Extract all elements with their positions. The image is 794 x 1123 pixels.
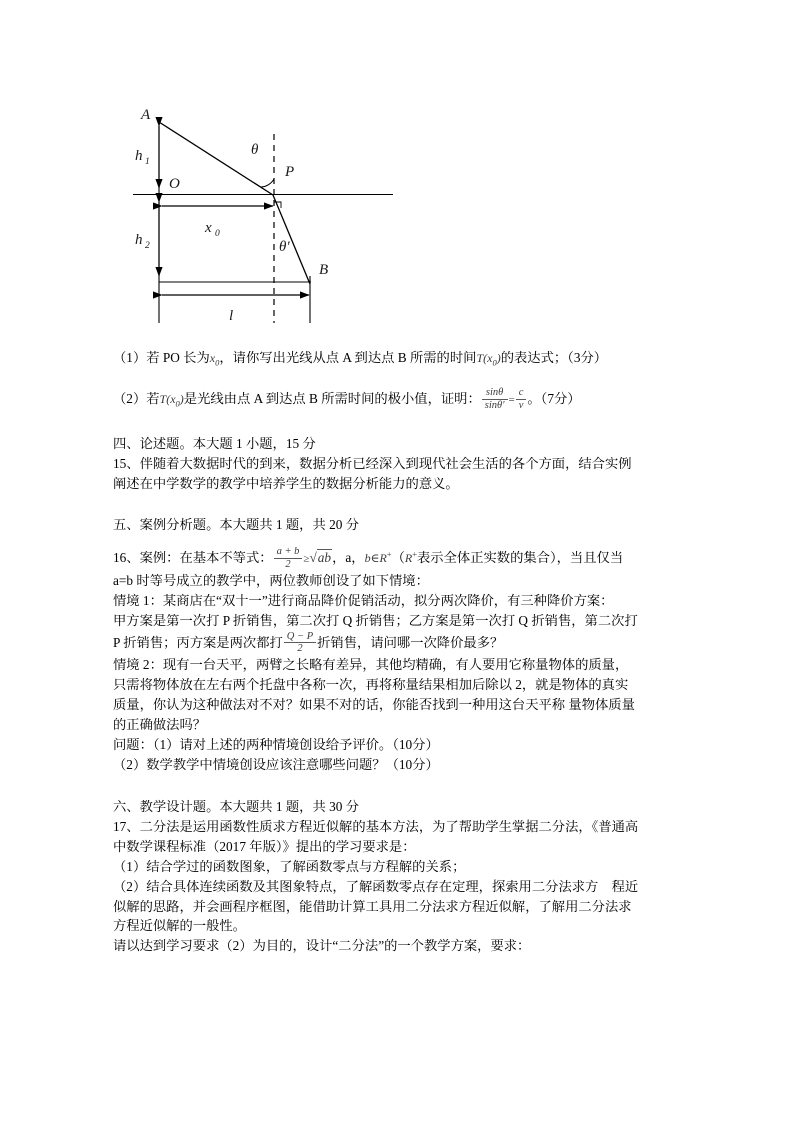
refraction-diagram: [133, 104, 393, 339]
theta-angle-arc: [261, 179, 274, 187]
section-4-item-15-line-1: 15、伴随着大数据时代的到来，数据分析已经深入到现代社会生活的各个方面，结合实例: [113, 455, 632, 471]
section-4-item-15-line-2: 阐述在中学数学的教学中培养学生的数据分析能力的意义。: [113, 475, 459, 491]
requirement-2-line-1: （2）结合具体连续函数及其图象特点，了解函数零点存在定理，探索用二分法求方 程近: [113, 878, 639, 894]
document-body: [113, 348, 681, 956]
label-h2: h: [135, 232, 143, 248]
question-2-suffix: 。（7分）: [527, 391, 581, 407]
label-theta: θ: [251, 142, 259, 158]
scenario-1-line-2: 甲方案是第一次打 P 折销售，第二次打 Q 折销售；乙方案是第一次打 Q 折销售，第二次打: [113, 612, 638, 628]
section-6-item-17-line-2: 中数学课程标准（2017 年版）》提出的学习要求是：: [113, 838, 416, 854]
requirement-2-line-2: 似解的思路，并会画程序框图，能借助计算工具用二分法求方程近似解，了解用二分法求: [113, 898, 632, 914]
scenario-2-line-1: 情境 2：现有一台天平，两臂之长略有差异，其他均精确，有人要用它称量物体的质量，: [113, 657, 629, 673]
label-point-o: O: [169, 176, 180, 192]
label-point-a: A: [141, 107, 151, 123]
closing-instruction: 请以达到学习要求（2）为目的，设计“二分法”的一个教学方案，要求：: [113, 938, 531, 954]
label-point-b: B: [319, 262, 329, 278]
discount-fraction: $\frac{Q - P}{2}$: [284, 631, 316, 656]
section-5-heading: 五、案例分析题。本大题共 1 题，共 20 分: [113, 517, 359, 533]
prompt-line-2: （2）数学教学中情境创设应该注意哪些问题？（10分）: [113, 756, 439, 772]
item-16-vars: ，a，: [332, 550, 365, 566]
speed-ratio-fraction: $\frac{c}{v}$: [516, 387, 527, 412]
basic-inequality-fraction: $\frac{a + b}{2}$: [274, 546, 303, 571]
section-6-item-17-line-1: 17、二分法是运用函数性质求方程近似解的基本方法，为了帮助学生掌据二分法，《普通高: [113, 818, 639, 834]
requirement-2-line-3: 方程近似解的一般性。: [113, 918, 246, 934]
question-1: [113, 348, 681, 369]
requirement-1: （1）结合学过的函数图象，了解函数零点与方程解的关系；: [113, 858, 466, 874]
question-2-middle: 是光线由点 A 到达点 B 所需时间的极小值，证明：: [183, 391, 481, 407]
label-theta-prime: θ′: [279, 239, 290, 255]
r-plus-symbol: R+: [404, 549, 418, 566]
scenario-1-line-3-suffix: 折销售，请问哪一次降价最多？: [317, 634, 504, 650]
scenario-2-line-3: 质量，你认为这种做法对不对？如果不对的话，你能否找到一种用这台天平称 量物体质量: [113, 697, 635, 713]
scenario-2-line-4: 的正确做法吗？: [113, 717, 207, 733]
label-h1-sub: 1: [145, 157, 150, 167]
scenario-1-line-3-prefix: P 折销售；丙方案是两次都打: [113, 634, 283, 650]
label-h1: h: [135, 148, 143, 164]
section-5-item-16-line-2: a=b 时等号成立的教学中，两位教师创设了如下情境：: [113, 572, 429, 588]
label-x0-sub: 0: [215, 229, 220, 239]
question-1-suffix: 的表达式；（3分）: [500, 350, 608, 365]
question-1-math-t: $T(x_0)$: [476, 351, 501, 368]
section-5-item-16-line-1: [113, 546, 681, 571]
question-1-middle: ，请你写出光线从点 A 到达点 B 所需的时间: [219, 350, 477, 365]
b-in-r-plus: b∈R+: [364, 549, 392, 566]
scenario-1-line-3: [113, 631, 681, 656]
sqrt-ab: √ab: [309, 550, 332, 566]
question-2-math-t: $T(x_0)$: [159, 392, 184, 409]
question-2: [113, 387, 681, 412]
scenario-2-line-2: 只需将物体放在左右两个托盘中各称一次，再将称量结果相加后除以 2，就是物体的真实: [113, 677, 629, 693]
question-2-prefix: （2）若: [113, 391, 160, 407]
label-h2-sub: 2: [145, 241, 150, 251]
question-1-math-x0: $x_0$: [209, 351, 220, 368]
label-x0: x: [205, 220, 212, 236]
question-1-prefix: （1）若 PO 长为: [113, 350, 210, 365]
snell-ratio-fraction: $\frac{\sin\theta}{\sin\theta'}$: [482, 387, 508, 412]
scenario-1-line-1: 情境 1：某商店在“双十一”进行商品降价促销活动，拟分两次降价，有三种降价方案：: [113, 592, 614, 608]
item-16-prefix: 16、案例：在基本不等式：: [113, 550, 273, 566]
item-16-suffix: 表示全体正实数的集合），当且仅当: [417, 550, 624, 566]
prompt-line-1: 问题：（1）请对上述的两种情境创设给予评价。（10分）: [113, 736, 439, 752]
label-l: l: [229, 308, 234, 324]
equals-sign: =: [508, 394, 515, 407]
geq-sign: ≥: [303, 553, 310, 566]
section-6-heading: 六、教学设计题。本大题共 1 题，共 30 分: [113, 798, 359, 814]
section-4-heading: 四、论述题。本大题 1 小题，15 分: [113, 435, 316, 451]
label-point-p: P: [285, 164, 295, 180]
paren-open: （: [391, 550, 405, 566]
